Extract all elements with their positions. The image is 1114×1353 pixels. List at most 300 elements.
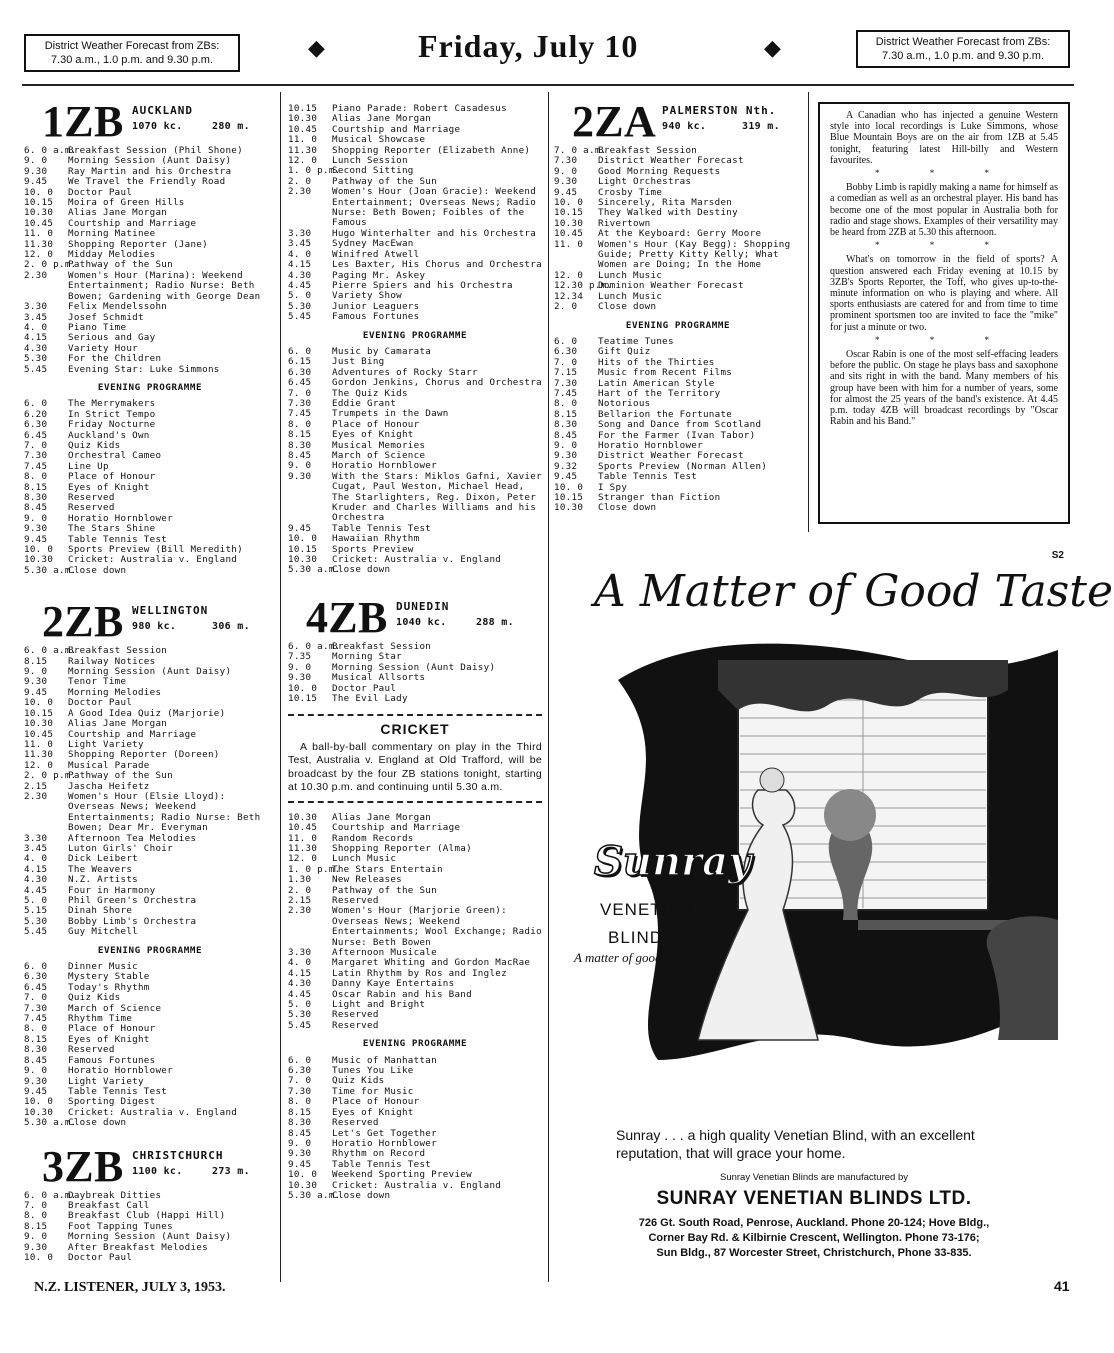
sidebar-paragraph: Oscar Rabin is one of the most self-effacing leaders before the public. On stage he plays bass and saxophone and sits right in with the band. Many members of his group have been with him for a number of years, some for almost the 25 years of the band's existence. At 4.45 p.m. today 4ZB will broadcast recordings by "Oscar Rabin and his Band." xyxy=(830,349,1058,428)
schedule-time: 5.30 xyxy=(24,354,48,365)
schedule-programme: Danny Kaye Entertains xyxy=(332,979,455,990)
schedule-row xyxy=(288,1076,542,1086)
schedule-time: 7. 0 xyxy=(24,993,48,1004)
schedule-time: 8. 0 xyxy=(24,472,48,483)
schedule-programme: Breakfast Session xyxy=(598,146,698,156)
schedule-row xyxy=(288,948,542,958)
schedule-programme: Cricket: Australia v. England xyxy=(332,555,502,566)
schedule-programme: Random Records xyxy=(332,833,414,844)
schedule-time: 12. 0 xyxy=(288,854,318,865)
schedule-programme: District Weather Forecast xyxy=(598,451,744,462)
schedule-time: 4.45 xyxy=(288,989,312,1000)
schedule-time: 7.30 xyxy=(24,451,48,462)
schedule-programme: Jascha Heifetz xyxy=(68,781,150,792)
schedule-time: 8. 0 xyxy=(24,1211,48,1222)
schedule-programme: Time for Music xyxy=(332,1086,414,1097)
schedule-row xyxy=(288,865,542,875)
schedule-time: 10.15 xyxy=(24,198,54,209)
schedule-row xyxy=(24,1253,276,1263)
schedule-programme: Adventures of Rocky Starr xyxy=(332,367,478,378)
schedule-time: 10.45 xyxy=(288,124,318,135)
schedule-row xyxy=(24,302,276,312)
schedule-row xyxy=(24,167,276,177)
schedule-time: 4.30 xyxy=(288,979,312,990)
schedule-programme: Morning Session (Aunt Daisy) xyxy=(68,156,232,167)
schedule-row xyxy=(24,834,276,844)
schedule-row xyxy=(24,333,276,343)
schedule-time: 7.45 xyxy=(24,461,48,472)
schedule-row xyxy=(288,875,542,885)
schedule-time: 9.30 xyxy=(24,524,48,535)
schedule-row xyxy=(554,462,802,472)
schedule-time: 5.45 xyxy=(288,1020,312,1031)
schedule-time: 2. 0 p.m. xyxy=(24,260,77,271)
schedule-row xyxy=(24,555,276,565)
schedule-time: 9.30 xyxy=(24,677,48,688)
schedule-time: 8.30 xyxy=(288,440,312,451)
schedule-time: 6.45 xyxy=(288,378,312,389)
schedule-list xyxy=(288,1056,542,1202)
schedule-row xyxy=(288,969,542,979)
schedule-time: 9.30 xyxy=(24,166,48,177)
schedule-row xyxy=(554,240,802,271)
schedule-programme: Eyes of Knight xyxy=(68,1034,150,1045)
wavelength: 273 m. xyxy=(212,1165,250,1177)
schedule-row xyxy=(288,347,542,357)
schedule-time: 12.34 xyxy=(554,291,584,302)
sidebar-notes xyxy=(818,102,1070,524)
schedule-programme: Dick Leibert xyxy=(68,854,138,865)
schedule-programme: Horatio Hornblower xyxy=(68,513,173,524)
schedule-time: 6.30 xyxy=(554,347,578,358)
schedule-time: 8.45 xyxy=(24,503,48,514)
schedule-row xyxy=(288,166,542,176)
schedule-programme: A Good Idea Quiz (Marjorie) xyxy=(68,708,226,719)
evening-heading: EVENING PROGRAMME xyxy=(362,1038,468,1050)
wavelength: 280 m. xyxy=(212,121,250,132)
schedule-row xyxy=(24,983,276,993)
schedule-row xyxy=(24,1014,276,1024)
schedule-programme: Lunch Session xyxy=(332,156,408,167)
schedule-programme: Morning Star xyxy=(332,652,402,663)
schedule-row xyxy=(24,730,276,740)
frequency: 1100 kc. xyxy=(132,1165,183,1177)
schedule-time: 2. 0 xyxy=(554,302,578,313)
schedule-programme: Breakfast Club (Happi Hill) xyxy=(68,1211,226,1222)
schedule-time: 9.45 xyxy=(554,472,578,483)
schedule-programme: Afternoon Tea Melodies xyxy=(68,833,197,844)
schedule-time: 10. 0 xyxy=(24,1097,54,1108)
schedule-programme: Foot Tapping Tunes xyxy=(68,1221,173,1232)
callsign: 4ZB xyxy=(306,592,388,642)
schedule-time: 8.30 xyxy=(288,1118,312,1129)
schedule-programme: Morning Session (Aunt Daisy) xyxy=(68,667,232,678)
schedule-time: 5.45 xyxy=(24,364,48,375)
schedule-time: 4.30 xyxy=(24,875,48,886)
schedule-programme: In Strict Tempo xyxy=(68,409,156,420)
callsign: 3ZB xyxy=(42,1141,124,1191)
schedule-row xyxy=(288,451,542,461)
schedule-row xyxy=(288,1139,542,1149)
schedule-time: 9.45 xyxy=(554,187,578,198)
schedule-time: 6. 0 a.m. xyxy=(24,146,77,156)
schedule-time: 4. 0 xyxy=(24,322,48,333)
schedule-programme: Eyes of Knight xyxy=(332,430,414,441)
schedule-programme: Reserved xyxy=(332,895,379,906)
schedule-time: 8.45 xyxy=(24,1055,48,1066)
weather-box-right xyxy=(856,30,1070,68)
schedule-time: 6. 0 a.m. xyxy=(24,646,77,657)
weather-box-left-line2: 7.30 a.m., 1.0 p.m. and 9.30 p.m. xyxy=(50,54,214,66)
schedule-programme: After Breakfast Melodies xyxy=(68,1242,208,1253)
weather-box-right-line1: District Weather Forecast from ZBs: xyxy=(875,36,1051,48)
schedule-row xyxy=(554,208,802,218)
schedule-row xyxy=(24,927,276,937)
schedule-programme: Paging Mr. Askey xyxy=(332,270,426,281)
schedule-programme: Reserved xyxy=(68,1045,115,1056)
frequency: 980 kc. xyxy=(132,621,177,633)
header-rule xyxy=(22,84,1074,86)
schedule-programme: Reserved xyxy=(332,1010,379,1021)
schedule-row xyxy=(24,503,276,513)
schedule-programme: Place of Honour xyxy=(68,1024,156,1035)
schedule-time: 10.30 xyxy=(288,1180,318,1191)
schedule-time: 5. 0 xyxy=(24,896,48,906)
schedule-row xyxy=(24,514,276,524)
schedule-time: 9. 0 xyxy=(24,667,48,678)
schedule-programme: The Stars Shine xyxy=(68,524,156,535)
schedule-programme: Shopping Reporter (Elizabeth Anne) xyxy=(332,145,531,156)
schedule-row xyxy=(554,219,802,229)
schedule-time: 8. 0 xyxy=(288,1097,312,1108)
schedule-time: 7. 0 xyxy=(24,440,48,451)
schedule-row xyxy=(24,896,276,906)
schedule-row xyxy=(288,281,542,291)
schedule-row xyxy=(24,962,276,972)
schedule-programme: Phil Green's Orchestra xyxy=(68,896,197,906)
schedule-time: 5.15 xyxy=(24,906,48,917)
frequency: 940 kc. xyxy=(662,121,707,132)
schedule-row xyxy=(24,483,276,493)
schedule-time: 9.30 xyxy=(554,451,578,462)
schedule-programme: Quiz Kids xyxy=(332,1076,385,1087)
schedule-row xyxy=(24,698,276,708)
schedule-row xyxy=(24,219,276,229)
schedule-row xyxy=(288,239,542,249)
schedule-row xyxy=(288,1010,542,1020)
schedule-time: 10. 0 xyxy=(288,683,318,694)
schedule-row xyxy=(24,1045,276,1055)
schedule-programme: Bellarion the Fortunate xyxy=(598,409,733,420)
schedule-programme: Table Tennis Test xyxy=(332,1159,432,1170)
schedule-row xyxy=(288,312,542,322)
schedule-row xyxy=(288,409,542,419)
schedule-programme: Pierre Spiers and his Orchestra xyxy=(332,280,513,291)
schedule-programme: With the Stars: Miklos Gafni, Xavier Cugat, Paul Weston, Michael Head, The Starlighters, Reg. Dixon, Peter Kruder and Charles Williams and his Orchestra xyxy=(332,471,542,524)
schedule-time: 5.30 a.m. xyxy=(24,1118,77,1129)
schedule-time: 5.45 xyxy=(24,927,48,938)
schedule-programme: Women's Hour (Marina): Weekend Entertainment; Radio Nurse: Beth Bowen; Gardening with George Dean xyxy=(68,270,261,302)
schedule-row xyxy=(24,1232,276,1242)
schedule-time: 5. 0 xyxy=(288,291,312,302)
schedule-programme: Morning Session (Aunt Daisy) xyxy=(68,1232,232,1243)
schedule-row xyxy=(288,1056,542,1066)
schedule-time: 11. 0 xyxy=(288,135,318,146)
schedule-programme: Lunch Music xyxy=(332,854,397,865)
schedule-row xyxy=(24,472,276,482)
schedule-row xyxy=(24,750,276,760)
schedule-time: 9. 0 xyxy=(288,662,312,673)
schedule-row xyxy=(288,1118,542,1128)
schedule-time: 2.30 xyxy=(24,270,48,281)
schedule-programme: Eyes of Knight xyxy=(68,482,150,493)
schedule-row xyxy=(288,357,542,367)
schedule-programme: At the Keyboard: Gerry Moore xyxy=(598,229,762,240)
schedule-row xyxy=(24,441,276,451)
schedule-row xyxy=(288,441,542,451)
ad-address-1: 726 Gt. South Road, Penrose, Auckland. Phone 20-124; Hove Bldg., xyxy=(638,1217,990,1229)
schedule-time: 2.15 xyxy=(288,895,312,906)
schedule-programme: Railway Notices xyxy=(68,656,156,667)
schedule-programme: Junior Leaguers xyxy=(332,301,420,312)
schedule-row xyxy=(24,1087,276,1097)
schedule-row xyxy=(288,844,542,854)
schedule-time: 6.30 xyxy=(24,420,48,431)
schedule-row xyxy=(288,1108,542,1118)
schedule-row xyxy=(288,823,542,833)
schedule-time: 4.30 xyxy=(24,343,48,354)
schedule-row xyxy=(24,566,276,576)
schedule-programme: Doctor Paul xyxy=(68,1252,133,1263)
schedule-time: 2.30 xyxy=(288,906,312,917)
schedule-row xyxy=(288,1021,542,1031)
schedule-programme: Song and Dance from Scotland xyxy=(598,420,762,431)
schedule-programme: Dominion Weather Forecast xyxy=(598,281,744,292)
schedule-time: 11. 0 xyxy=(554,239,584,250)
schedule-programme: Alias Jane Morgan xyxy=(68,208,168,219)
schedule-row xyxy=(288,177,542,187)
page-title: Friday, July 10 xyxy=(418,28,639,64)
schedule-time: 4.15 xyxy=(288,968,312,979)
schedule-time: 7.30 xyxy=(554,156,578,167)
schedule-time: 2. 0 xyxy=(288,176,312,187)
schedule-row xyxy=(554,441,802,451)
schedule-time: 7.30 xyxy=(554,378,578,389)
schedule-programme: Dinah Shore xyxy=(68,906,133,917)
schedule-programme: Close down xyxy=(598,503,657,514)
schedule-row xyxy=(24,1035,276,1045)
schedule-programme: Famous Fortunes xyxy=(332,312,420,323)
schedule-time: 4.15 xyxy=(24,864,48,875)
schedule-row xyxy=(24,1118,276,1128)
schedule-programme: Dinner Music xyxy=(68,962,138,973)
ad-body: Sunray . . . a high quality Venetian Blind, with an excellent reputation, that will grace your home. xyxy=(616,1127,975,1161)
schedule-programme: Midday Melodies xyxy=(68,250,156,261)
schedule-programme: Courtship and Marriage xyxy=(332,823,461,834)
schedule-programme: Musical Parade xyxy=(68,760,150,771)
schedule-programme: Oscar Rabin and his Band xyxy=(332,989,472,1000)
schedule-row xyxy=(288,1170,542,1180)
schedule-row xyxy=(24,1191,276,1201)
schedule-programme: Doctor Paul xyxy=(68,698,133,709)
schedule-programme: Tenor Time xyxy=(68,677,127,688)
schedule-row xyxy=(24,1056,276,1066)
schedule-programme: Pathway of the Sun xyxy=(68,260,173,271)
schedule-row xyxy=(554,503,802,513)
schedule-time: 9.45 xyxy=(24,687,48,698)
schedule-row xyxy=(288,813,542,823)
schedule-programme: Luton Girls' Choir xyxy=(68,843,173,854)
schedule-programme: Shopping Reporter (Jane) xyxy=(68,239,208,250)
schedule-row xyxy=(24,177,276,187)
schedule-programme: For the Children xyxy=(68,354,162,365)
schedule-list xyxy=(24,146,276,375)
schedule-list xyxy=(288,104,542,323)
station-header-3zb xyxy=(24,1143,276,1191)
schedule-time: 6. 0 a.m. xyxy=(288,641,341,652)
schedule-programme: Famous Fortunes xyxy=(68,1055,156,1066)
schedule-time: 10.15 xyxy=(554,493,584,503)
schedule-programme: Orchestral Cameo xyxy=(68,451,162,462)
schedule-programme: The Merrymakers xyxy=(68,399,156,410)
stars-divider: * * * xyxy=(875,168,1013,179)
schedule-time: 10.15 xyxy=(24,708,54,719)
schedule-row xyxy=(288,524,542,534)
wavelength: 306 m. xyxy=(212,621,250,633)
frequency: 1040 kc. xyxy=(396,616,447,628)
schedule-row xyxy=(288,368,542,378)
schedule-row xyxy=(24,865,276,875)
schedule-programme: Les Baxter, His Chorus and Orchestra xyxy=(332,260,542,271)
schedule-row xyxy=(554,281,802,291)
schedule-row xyxy=(24,323,276,333)
schedule-row xyxy=(24,646,276,656)
schedule-programme: Rivertown xyxy=(598,218,651,229)
schedule-time: 7.45 xyxy=(554,388,578,399)
schedule-time: 10.30 xyxy=(554,503,584,514)
schedule-row xyxy=(24,198,276,208)
schedule-time: 6. 0 a.m. xyxy=(24,1190,77,1201)
schedule-row xyxy=(288,990,542,1000)
schedule-row xyxy=(288,135,542,145)
schedule-programme: Gordon Jenkins, Chorus and Orchestra xyxy=(332,378,542,389)
schedule-row xyxy=(288,430,542,440)
schedule-row xyxy=(554,410,802,420)
schedule-programme: Ray Martin and his Orchestra xyxy=(68,166,232,177)
schedule-row xyxy=(554,156,802,166)
cricket-body: A ball-by-ball commentary on play in the Third Test, Australia v. England at Old Trafford, will be broadcast by the four ZB stations tonight, starting at 10.30 p.m. and continuing until 5.30 a.m. xyxy=(288,740,542,794)
flowers xyxy=(824,789,876,841)
schedule-time: 6. 0 xyxy=(288,1055,312,1066)
schedule-time: 6. 0 xyxy=(288,346,312,357)
schedule-time: 7. 0 xyxy=(554,357,578,368)
schedule-row xyxy=(288,1129,542,1139)
station-header-2zb xyxy=(24,598,276,646)
schedule-row xyxy=(24,761,276,771)
schedule-time: 10. 0 xyxy=(24,698,54,709)
schedule-programme: Breakfast Session (Phil Shone) xyxy=(68,146,243,156)
schedule-row xyxy=(554,302,802,312)
schedule-row xyxy=(24,844,276,854)
callsign: 2ZB xyxy=(42,597,124,647)
schedule-time: 10.45 xyxy=(288,823,318,834)
schedule-programme: District Weather Forecast xyxy=(598,156,744,167)
schedule-programme: Courtship and Marriage xyxy=(68,218,197,229)
wavelength: 319 m. xyxy=(742,121,780,132)
schedule-row xyxy=(288,1149,542,1159)
schedule-programme: Doctor Paul xyxy=(68,187,133,198)
schedule-time: 12.30 p.m. xyxy=(554,281,613,292)
evening-heading: EVENING PROGRAMME xyxy=(97,381,203,393)
schedule-row xyxy=(24,344,276,354)
schedule-programme: Gift Quiz xyxy=(598,347,651,358)
city: DUNEDIN xyxy=(396,599,450,613)
schedule-row xyxy=(24,229,276,239)
schedule-programme: Place of Honour xyxy=(332,419,420,430)
schedule-programme: Felix Mendelssohn xyxy=(68,302,168,313)
schedule-time: 6.30 xyxy=(288,367,312,378)
schedule-programme: Latin American Style xyxy=(598,378,715,389)
cricket-title: CRICKET xyxy=(380,721,450,738)
schedule-programme: Reserved xyxy=(68,493,115,503)
ad-tagline: A matter of good taste xyxy=(574,950,690,965)
schedule-time: 11.30 xyxy=(288,145,318,156)
schedule-programme: Shopping Reporter (Alma) xyxy=(332,843,472,854)
schedule-time: 7. 0 xyxy=(288,1076,312,1087)
schedule-row xyxy=(288,834,542,844)
weather-box-right-line2: 7.30 a.m., 1.0 p.m. and 9.30 p.m. xyxy=(881,50,1045,62)
schedule-programme: Moira of Green Hills xyxy=(68,198,185,209)
schedule-programme: Serious and Gay xyxy=(68,333,156,344)
schedule-row xyxy=(24,688,276,698)
schedule-row xyxy=(24,260,276,270)
schedule-row xyxy=(554,472,802,482)
schedule-row xyxy=(288,545,542,555)
city: AUCKLAND xyxy=(132,104,193,117)
schedule-programme: Hawaiian Rhythm xyxy=(332,534,420,545)
schedule-time: 10.15 xyxy=(288,104,318,114)
schedule-row xyxy=(288,673,542,683)
ad-company: SUNRAY VENETIAN BLINDS LTD. xyxy=(656,1188,972,1209)
column-2 xyxy=(288,104,542,1201)
ad-address-2: Corner Bay Rd. & Kilbirnie Crescent, Wellington. Phone 73-176; xyxy=(648,1232,980,1244)
schedule-row xyxy=(288,250,542,260)
schedule-programme: Women's Hour (Kay Begg): Shopping Guide; Pretty Kitty Kelly; What Women are Doing; In the Home xyxy=(598,239,791,271)
schedule-programme: Musical Showcase xyxy=(332,135,426,146)
schedule-time: 10.30 xyxy=(24,555,54,566)
schedule-programme: Table Tennis Test xyxy=(68,534,168,545)
schedule-row xyxy=(288,1097,542,1107)
callsign: 1ZB xyxy=(42,97,124,146)
schedule-programme: Light and Bright xyxy=(332,1000,426,1011)
schedule-list xyxy=(554,146,802,313)
station-header-4zb xyxy=(288,594,542,642)
schedule-time: 8. 0 xyxy=(288,419,312,430)
schedule-programme: Notorious xyxy=(598,399,651,410)
column-divider xyxy=(548,92,549,1282)
schedule-row xyxy=(24,782,276,792)
schedule-row xyxy=(24,365,276,375)
schedule-time: 9. 0 xyxy=(24,1232,48,1243)
schedule-time: 5.30 xyxy=(288,301,312,312)
schedule-programme: Breakfast Session xyxy=(68,646,168,657)
schedule-programme: Rhythm Time xyxy=(68,1014,133,1025)
schedule-time: 7. 0 a.m. xyxy=(554,146,607,156)
schedule-row xyxy=(24,771,276,781)
schedule-row xyxy=(24,875,276,885)
schedule-programme: N.Z. Artists xyxy=(68,875,138,886)
schedule-time: 10.15 xyxy=(554,208,584,219)
